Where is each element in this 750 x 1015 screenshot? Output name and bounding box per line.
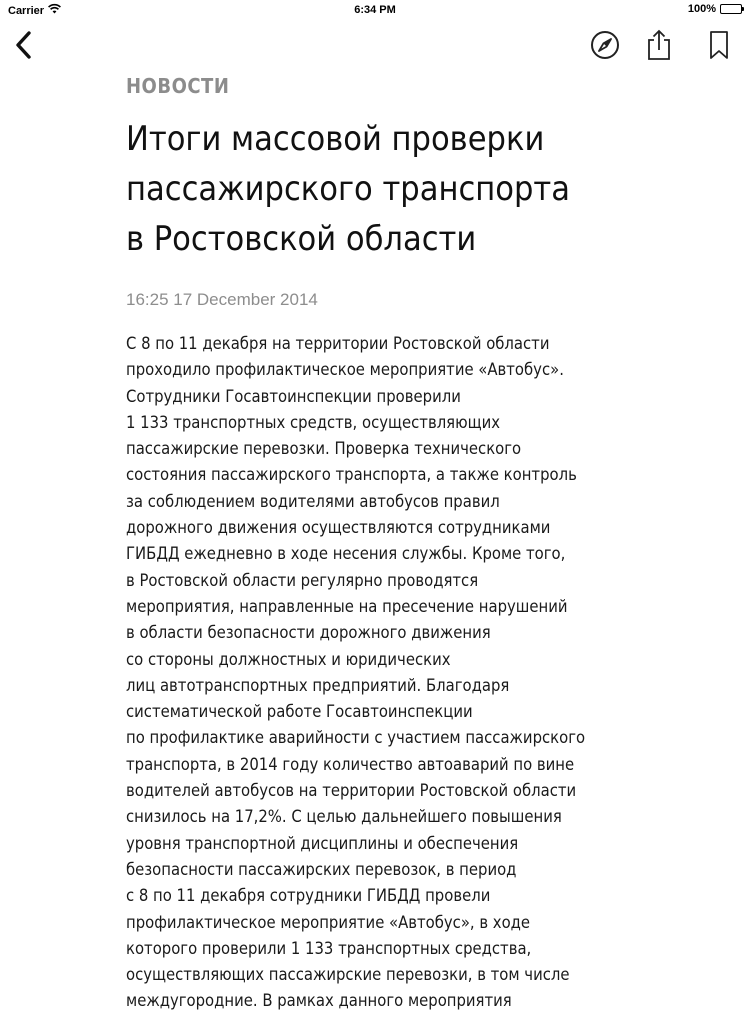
bookmark-button[interactable] — [702, 30, 736, 64]
battery-indicator — [688, 3, 742, 15]
back-button[interactable] — [8, 30, 38, 64]
chevron-left-icon — [14, 30, 32, 65]
article — [126, 72, 636, 1015]
compass-button[interactable] — [588, 30, 622, 64]
article-timestamp: 16:25 17 December 2014 — [126, 290, 318, 309]
battery-percent: 100% — [687, 3, 716, 15]
share-icon — [646, 29, 672, 66]
carrier-label: Carrier — [8, 4, 45, 17]
clock: 6:34 PM — [354, 4, 396, 16]
bookmark-icon — [708, 30, 730, 65]
compass-icon — [590, 30, 620, 65]
toolbar — [0, 22, 750, 72]
status-bar — [0, 0, 750, 22]
section-label[interactable]: НОВОСТИ — [126, 74, 230, 98]
battery-icon — [720, 4, 742, 14]
page-title: Итоги массовой проверки пассажирского транспорта в Ростовской области — [126, 119, 570, 259]
share-button[interactable] — [642, 30, 676, 64]
article-body: С 8 по 11 декабря на территории Ростовской области проходило профилактическое мероприятие «Автобус». Сотрудники Госавтоинспекции проверили 1 133 транспортных средств, осуществляющих пассажирские перевозки. Проверка технического состояния пассажирского транспорта, а также контроль за соблюдением водителями автобусов правил дорожного движения осуществляются сотрудниками ГИБДД ежедневно в ходе несения службы. Кроме того, в Ростовской области регулярно проводятся мероприятия, направленные на пресечение нарушений в области безопасности дорожного движения со стороны должностных и юридических лиц автотранспортных предприятий. Благодаря систематической работе Госавтоинспекции по профилактике аварийности с участием пассажирского транспорта, в 2014 году количество автоаварий по вине водителей автобусов на территории Ростовской области снизилось на 17,2%. С целью дальнейшего повышения уровня транспортной дисциплины и обеспечения безопасности пассажирских перевозок, в период с 8 по 11 декабря сотрудники ГИБДД провели профилактическое мероприятие «Автобус», в ходе которого проверили 1 133 транспортных средства, осуществляющих пассажирские перевозки, в том числе междугородние. В рамках данного мероприятия — [126, 334, 586, 1011]
